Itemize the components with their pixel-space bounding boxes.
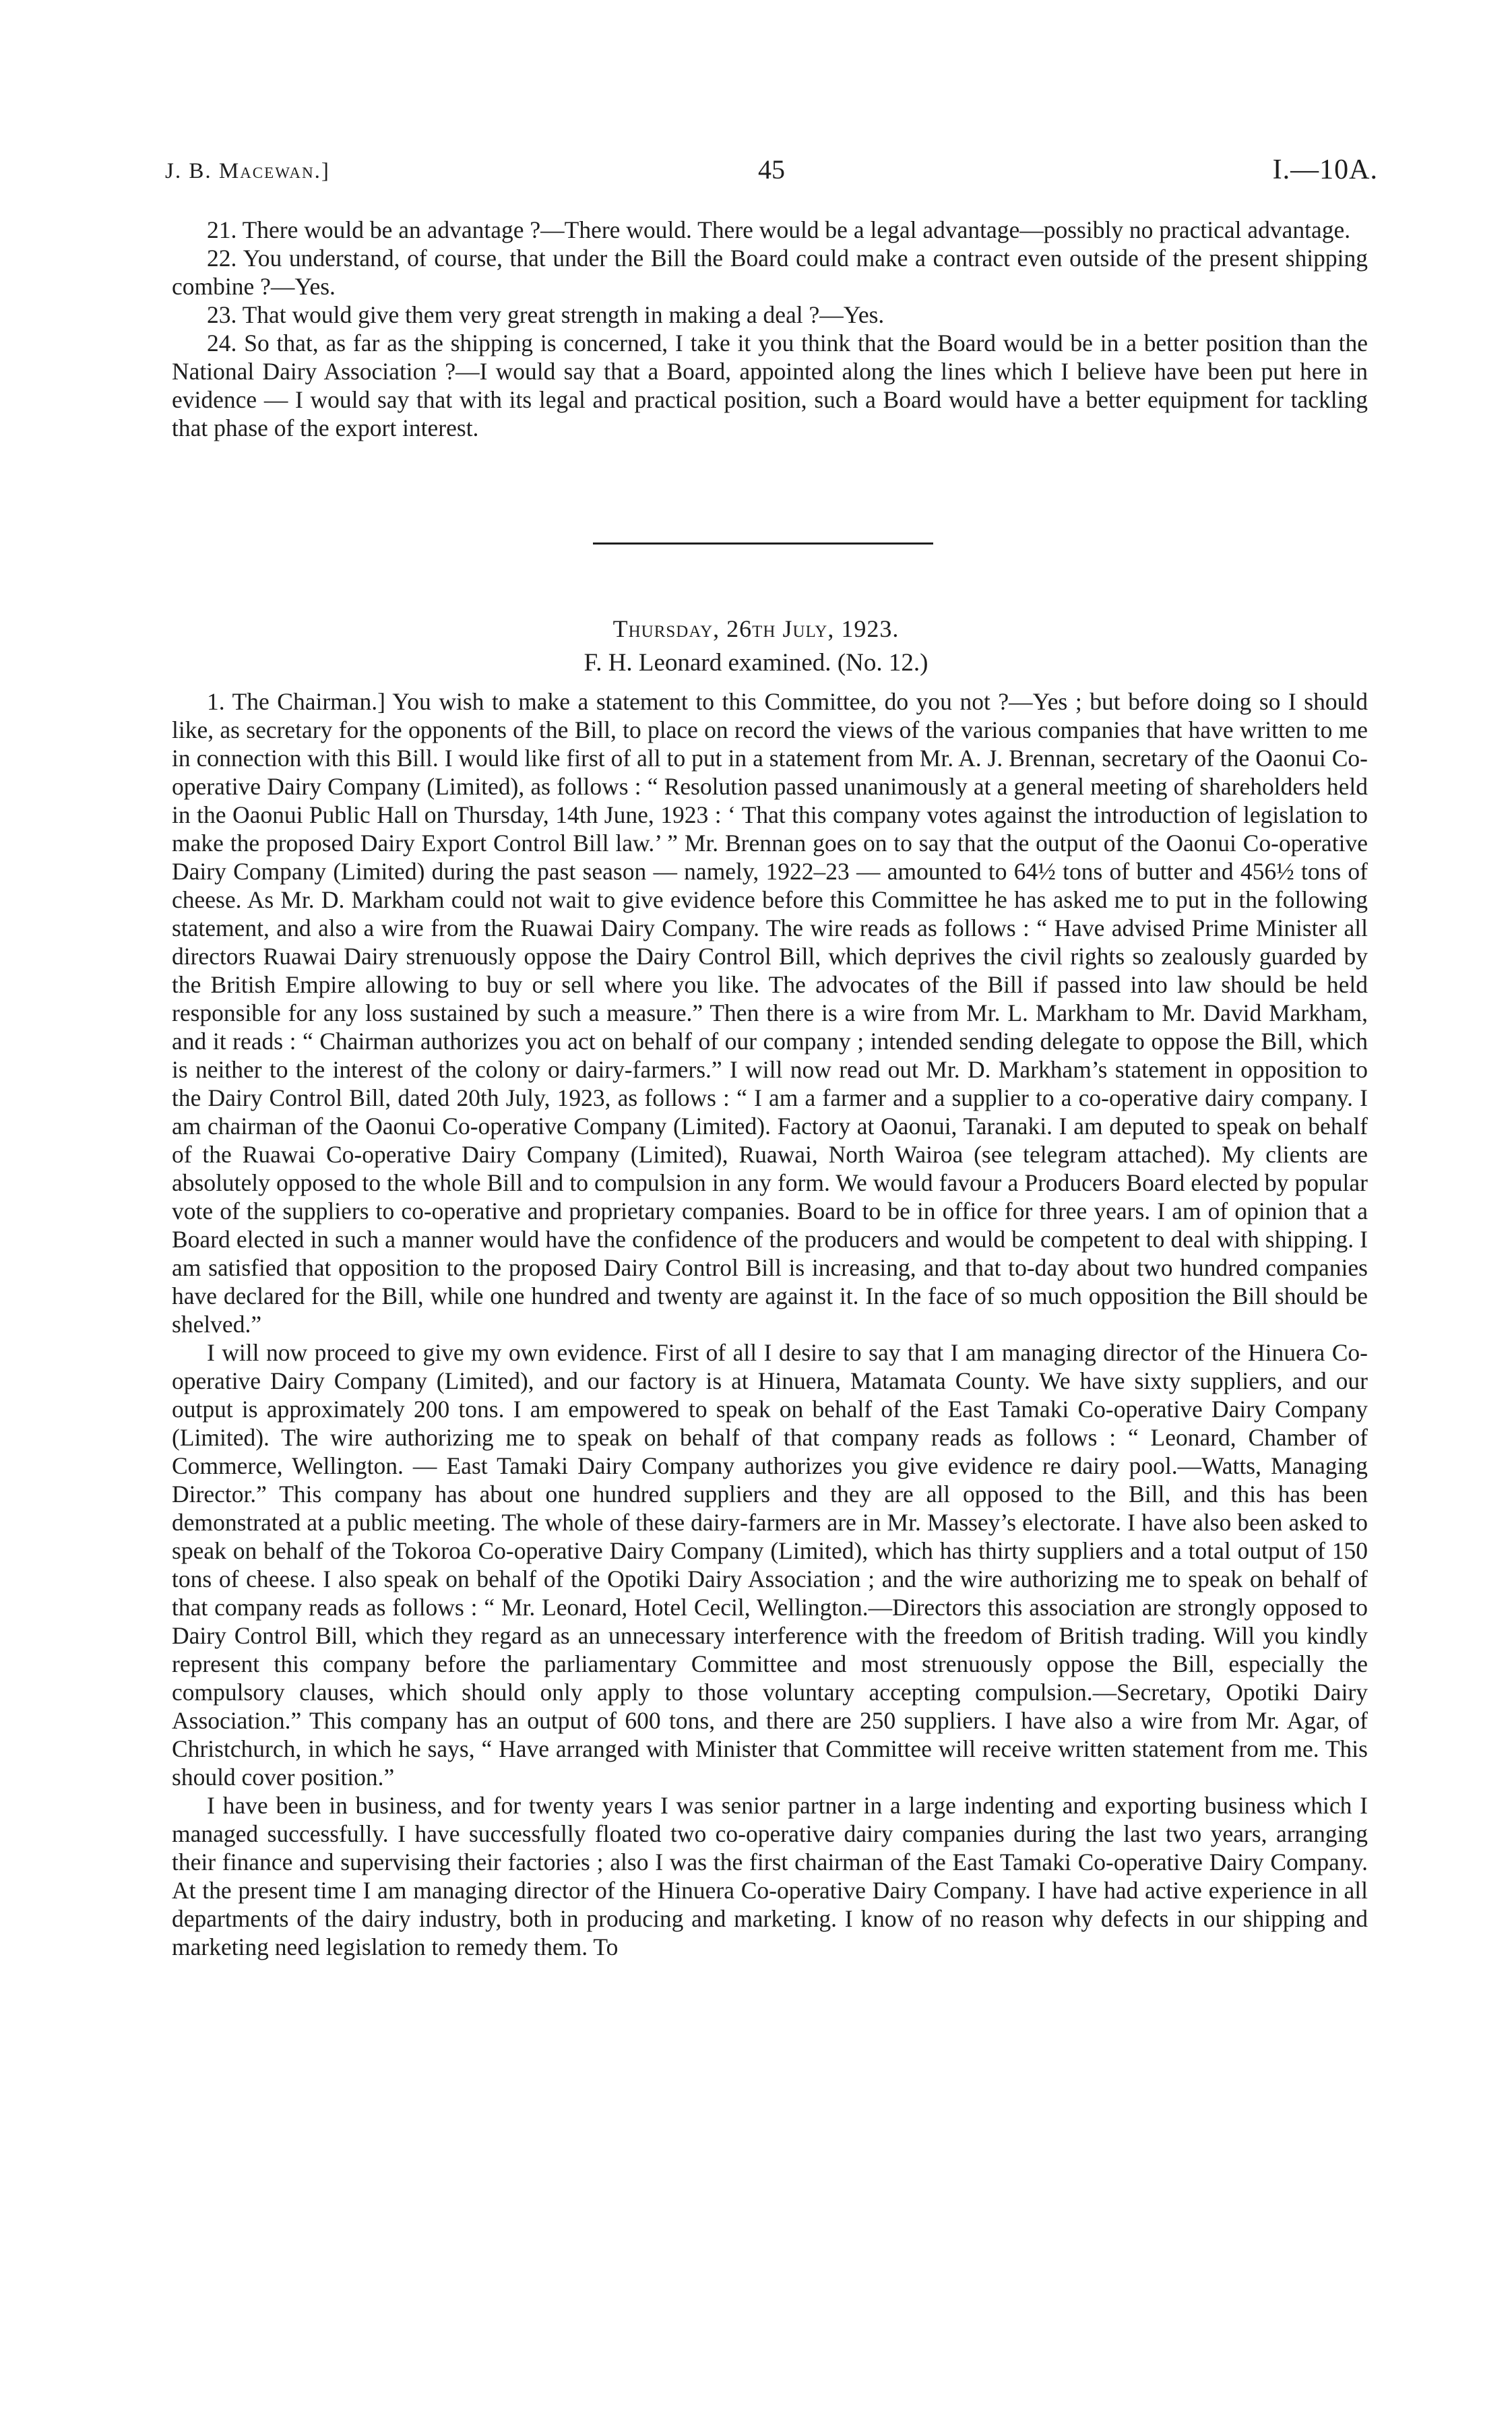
session-date: Thursday, 26th July, 1923. — [612, 615, 900, 642]
section-divider — [593, 542, 933, 545]
question-paragraph: 23. That would give them very great strength in making a deal ?—Yes. — [207, 301, 885, 328]
question-paragraph: 24. So that, as far as the shipping is concerned, I take it you think that the Board would be in a better position than the National Dairy Association ?—I would say that a Board, appointed along the lines which I believe have been put here in evidence — I would say that with its legal and practical position, such a Board would have a better equipment for tackling that phase of the export interest. — [172, 330, 1368, 441]
witness-evidence — [172, 687, 1368, 1961]
question-paragraph: 21. There would be an advantage ?—There would. There would be a legal advantage—possibly no practical advantage. — [207, 216, 1351, 243]
witness-heading: F. H. Leonard examined. (No. 12.) — [584, 649, 928, 677]
evidence-paragraph: 1. The Chairman.] You wish to make a statement to this Committee, do you not ?—Yes ; but before doing so I should like, as secretary for the opponents of the Bill, to place on record the views of the various companies that have written to me in connection with this Bill. I would like first of all to put in a statement from Mr. A. J. Brennan, secretary of the Oaonui Co-operative Dairy Company (Limited), as follows : “ Resolution passed unanimously at a general meeting of shareholders held in the Oaonui Public Hall on Thursday, 14th June, 1923 : ‘ That this company votes against the introduction of legislation to make the proposed Dairy Export Control Bill law.’ ” Mr. Brennan goes on to say that the output of the Oaonui Co-operative Dairy Company (Limited) during the past season — namely, 1922–23 — amounted to 64½ tons of butter and 456½ tons of cheese. As Mr. D. Markham could not wait to give evidence before this Committee he has asked me to put in the following statement, and also a wire from the Ruawai Dairy Company. The wire reads as follows : “ Have advised Prime Minister all directors Ruawai Dairy strenuously oppose the Dairy Control Bill, which deprives the civil rights so zealously guarded by the British Empire allowing to buy or sell where you like. The advocates of the Bill if passed into law should be held responsible for any loss sustained by such a measure.” Then there is a wire from Mr. L. Markham to Mr. David Markham, and it reads : “ Chairman authorizes you act on behalf of our company ; intended sending delegate to oppose the Bill, which is neither to the interest of the colony or dairy-farmers.” I will now read out Mr. D. Markham’s statement in opposition to the Dairy Control Bill, dated 20th July, 1923, as follows : “ I am a farmer and a supplier to a co-operative dairy company. I am chairman of the Oaonui Co-operative Company (Limited). Factory at Oaonui, Taranaki. I am deputed to speak on behalf of the Ruawai Co-operative Dairy Company (Limited), Ruawai, North Wairoa (see telegram attached). My clients are absolutely opposed to the whole Bill and to compulsion in any form. We would favour a Producers Board elected by popular vote of the suppliers to co-operative and proprietary companies. Board to be in office for three years. I am of opinion that a Board elected in such a manner would have the confidence of the producers and would be competent to deal with shipping. I am satisfied that opposition to the proposed Dairy Control Bill is increasing, and that to-day about two hundred companies have declared for the Bill, while one hundred and twenty are against it. In the face of so much opposition the Bill should be shelved.” — [172, 688, 1368, 1338]
evidence-paragraph: I have been in business, and for twenty years I was senior partner in a large indenting and exporting business which I managed successfully. I have successfully floated two co-operative dairy companies during the last two years, arranging their finance and supervising their factories ; also I was the first chairman of the East Tamaki Co-operative Dairy Company. At the present time I am managing director of the Hinuera Co-operative Dairy Company. I have had active experience in all departments of the dairy industry, both in producing and marketing. I know of no reason why defects in our shipping and marketing need legislation to remedy them. To — [172, 1792, 1368, 1960]
question-paragraph: 22. You understand, of course, that under the Bill the Board could make a contract even outside of the present shipping combine ?—Yes. — [172, 245, 1368, 300]
evidence-paragraph: I will now proceed to give my own evidence. First of all I desire to say that I am managing director of the Hinuera Co-operative Dairy Company (Limited), and our factory is at Hinuera, Matamata County. We have sixty suppliers, and our output is approximately 200 tons. I am empowered to speak on behalf of the East Tamaki Co-operative Dairy Company (Limited). The wire authorizing me to speak on behalf of that company reads as follows : “ Leonard, Chamber of Commerce, Wellington. — East Tamaki Dairy Company authorizes you give evidence re dairy pool.—Watts, Managing Director.” This company has about one hundred suppliers and they are all opposed to the Bill, and this has been demonstrated at a public meeting. The whole of these dairy-farmers are in Mr. Massey’s electorate. I have also been asked to speak on behalf of the Tokoroa Co-operative Dairy Company (Limited), which has thirty suppliers and a total output of 150 tons of cheese. I also speak on behalf of the Opotiki Dairy Association ; and the wire authorizing me to speak on behalf of that company reads as follows : “ Mr. Leonard, Hotel Cecil, Wellington.—Directors this association are strongly opposed to Dairy Control Bill, which they regard as an unnecessary interference with the freedom of British trading. Will you kindly represent this company before the parliamentary Committee and most strenuously oppose the Bill, especially the compulsory clauses, which should only apply to those voluntary accepting compulsion.—Secretary, Opotiki Dairy Association.” This company has an output of 600 tons, and there are 250 suppliers. I have also a wire from Mr. Agar, of Christchurch, in which he says, “ Have arranged with Minister that Committee will receive written statement from me. This should cover position.” — [172, 1339, 1368, 1791]
witness-running-head: J. B. Macewan.] — [165, 159, 330, 183]
running-header — [165, 154, 1378, 194]
previous-evidence — [172, 216, 1368, 442]
page-number: 45 — [758, 154, 785, 185]
paper-reference: I.—10A. — [1272, 154, 1378, 185]
